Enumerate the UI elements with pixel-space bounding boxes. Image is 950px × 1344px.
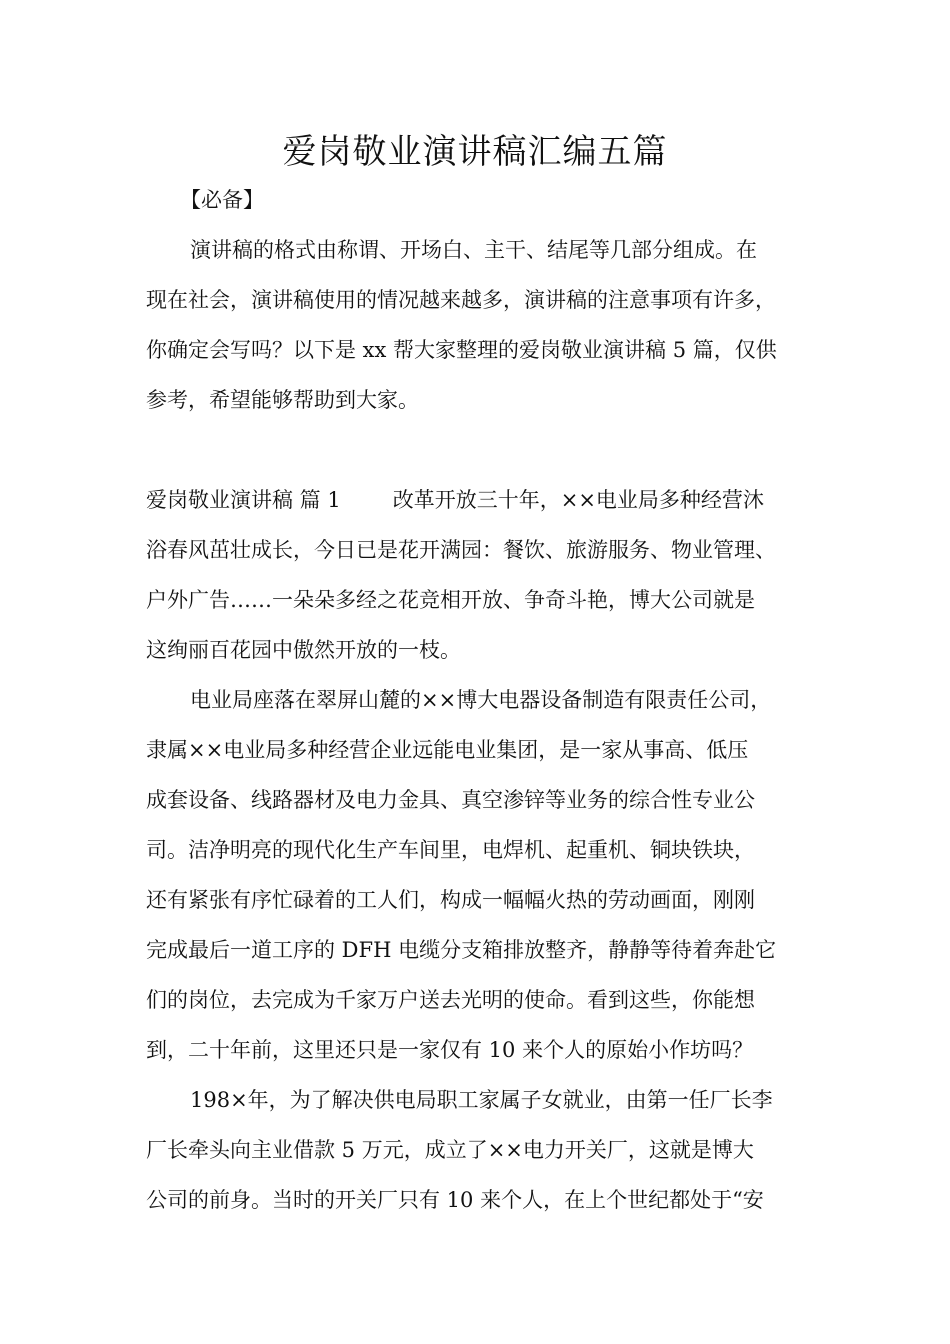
text-line: 还有紧张有序忙碌着的工人们，构成一幅幅火热的劳动画面，刚刚 <box>146 888 755 912</box>
text-line: 改革开放三十年，××电业局多种经营沐 <box>392 488 764 512</box>
document-tag: 【必备】 <box>180 188 264 212</box>
text-line: 参考，希望能够帮助到大家。 <box>146 388 419 412</box>
text-line: 司。洁净明亮的现代化生产车间里，电焊机、起重机、铜块铁块， <box>146 838 755 862</box>
text-line: 198×年，为了解决供电局职工家属子女就业，由第一任厂长李 <box>190 1088 773 1112</box>
text-line: 电业局座落在翠屏山麓的××博大电器设备制造有限责任公司， <box>190 688 772 712</box>
section-heading: 爱岗敬业演讲稿 篇 1 <box>146 488 341 512</box>
text-line: 厂长牵头向主业借款 5 万元，成立了××电力开关厂，这就是博大 <box>146 1138 754 1162</box>
text-line: 到，二十年前，这里还只是一家仅有 10 来个人的原始小作坊吗？ <box>146 1038 754 1062</box>
document-title: 爱岗敬业演讲稿汇编五篇 <box>282 132 668 172</box>
text-line: 隶属××电业局多种经营企业远能电业集团，是一家从事高、低压 <box>146 738 749 762</box>
text-line: 户外广告……一朵朵多经之花竞相开放、争奇斗艳，博大公司就是 <box>146 588 755 612</box>
section-heading-line <box>146 475 818 525</box>
text-line: 浴春风茁壮成长，今日已是花开满园：餐饮、旅游服务、物业管理、 <box>146 538 776 562</box>
section-1-paragraph-3 <box>146 1075 818 1225</box>
section-1-paragraph-2 <box>146 675 818 1075</box>
section-1-paragraph-1 <box>146 475 818 675</box>
text-line: 完成最后一道工序的 DFH 电缆分支箱排放整齐，静静等待着奔赴它 <box>146 938 777 962</box>
text-line: 公司的前身。当时的开关厂只有 10 来个人，在上个世纪都处于“安 <box>146 1188 764 1212</box>
text-line: 这绚丽百花园中傲然开放的一枝。 <box>146 638 461 662</box>
text-line: 你确定会写吗？以下是 xx 帮大家整理的爱岗敬业演讲稿 5 篇，仅供 <box>146 338 777 362</box>
text-line: 现在社会，演讲稿使用的情况越来越多，演讲稿的注意事项有许多， <box>146 288 776 312</box>
text-line: 们的岗位，去完成为千家万户送去光明的使命。看到这些，你能想 <box>146 988 755 1012</box>
intro-paragraph <box>146 225 818 425</box>
text-line: 演讲稿的格式由称谓、开场白、主干、结尾等几部分组成。在 <box>190 238 757 262</box>
text-line: 成套设备、线路器材及电力金具、真空渗锌等业务的综合性专业公 <box>146 788 755 812</box>
